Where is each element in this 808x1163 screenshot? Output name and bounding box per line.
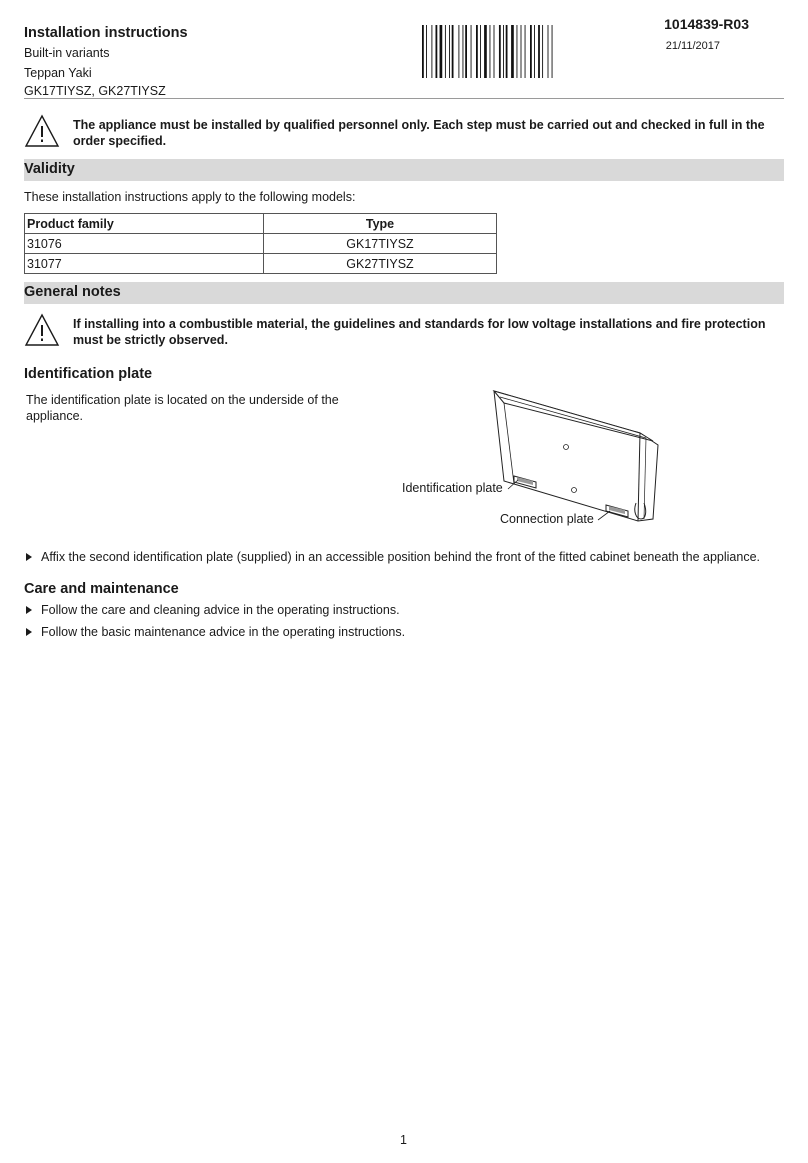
list-item <box>24 550 760 564</box>
identification-bullet-text: Affix the second identification plate (supplied) in an accessible position behind the front of the fitted cabinet beneath the appliance. <box>41 550 761 564</box>
header-divider <box>24 98 784 99</box>
barcode-image <box>422 25 585 78</box>
column-header-product-family: Product family <box>25 214 264 234</box>
bullet-arrow-icon <box>26 606 32 614</box>
bullet-arrow-icon <box>26 628 32 636</box>
appliance-underside-illustration <box>400 385 662 530</box>
warning-icon <box>24 114 60 148</box>
combustible-warning: If installing into a combustible material, the guidelines and standards for low voltage installations and fire protection must be strictly observed. <box>73 317 766 347</box>
models-table <box>24 213 497 274</box>
connection-plate-label: Connection plate <box>500 512 594 526</box>
care-heading: Care and maintenance <box>24 581 179 597</box>
validity-heading: Validity <box>24 161 75 177</box>
table-row <box>25 234 497 254</box>
general-notes-section-bar <box>24 282 784 304</box>
page-number: 1 <box>400 1133 407 1147</box>
care-bullet-text: Follow the care and cleaning advice in the operating instructions. <box>41 603 400 617</box>
bullet-arrow-icon <box>26 553 32 561</box>
document-number: 1014839-R03 <box>664 16 749 32</box>
list-item <box>24 603 400 617</box>
cell-type: GK27TIYSZ <box>264 254 497 274</box>
table-header-row <box>25 214 497 234</box>
installation-warning: The appliance must be installed by qualified personnel only. Each step must be carried out and checked in full in the order specified. <box>73 118 765 148</box>
document-title: Installation instructions <box>24 25 188 41</box>
column-header-type: Type <box>264 214 497 234</box>
validity-intro: These installation instructions apply to the following models: <box>24 190 356 204</box>
subtitle-product: Teppan Yaki <box>24 66 92 80</box>
subtitle-variants: Built-in variants <box>24 46 110 60</box>
general-notes-heading: General notes <box>24 284 121 300</box>
identification-plate-label: Identification plate <box>402 481 503 495</box>
identification-heading: Identification plate <box>24 366 153 382</box>
table-row <box>25 254 497 274</box>
document-date: 21/11/2017 <box>665 40 720 52</box>
validity-section-bar <box>24 159 784 181</box>
cell-product-family: 31076 <box>25 234 264 254</box>
cell-product-family: 31077 <box>25 254 264 274</box>
identification-text: The identification plate is located on the underside of the appliance. <box>26 393 339 423</box>
care-bullet-text: Follow the basic maintenance advice in the operating instructions. <box>41 625 406 639</box>
warning-icon <box>24 313 60 347</box>
list-item <box>24 625 405 639</box>
subtitle-models: GK17TIYSZ, GK27TIYSZ <box>24 84 166 98</box>
cell-type: GK17TIYSZ <box>264 234 497 254</box>
